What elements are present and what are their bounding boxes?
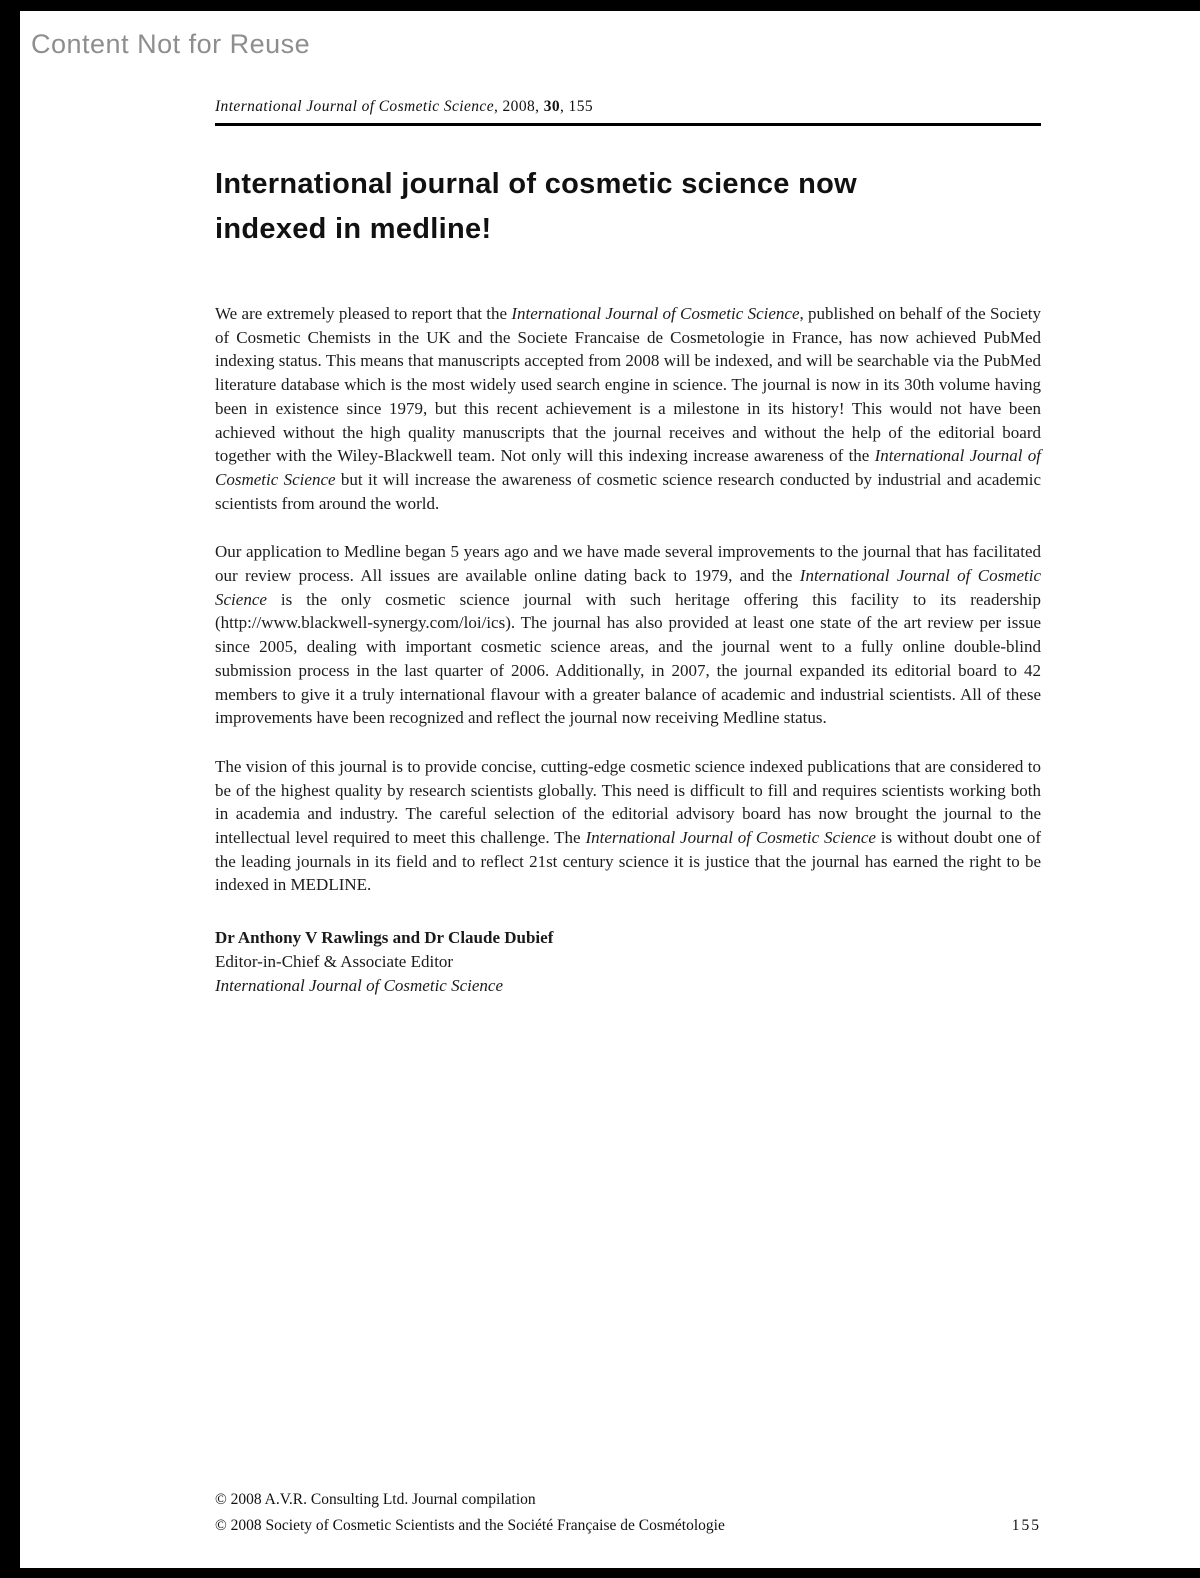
- author-roles: Editor-in-Chief & Associate Editor: [215, 952, 454, 972]
- page-number: 155: [1011, 1517, 1041, 1534]
- paragraph-3: The vision of this journal is to provide concise, cutting-edge cosmetic science indexed publications that are considered to be of the highest quality by research scientists globally. This need is difficult to fill and requires scientists working both in academia and industry. The careful selection of the editorial advisory board has now brought the journal to the intellectual level required to meet this challenge. The International Journal of Cosmetic Science is without doubt one of the leading journals in its field and to reflect 21st century science it is justice that the journal has earned the right to be indexed in MEDLINE.: [215, 756, 1041, 895]
- signature-journal-name: International Journal of Cosmetic Science: [215, 976, 503, 996]
- article-title-line1: International journal of cosmetic science now: [215, 168, 857, 200]
- bottom-black-bar: [0, 1568, 1200, 1578]
- watermark-text: Content Not for Reuse: [31, 29, 311, 59]
- top-black-bar: [0, 0, 1200, 11]
- paragraph-2: Our application to Medline began 5 years ago and we have made several improvements to the journal that has facilitated our review process. All issues are available online dating back to 1979, and the International Journal of Cosmetic Science is the only cosmetic science journal with such heritage offering this facility to its readership (http://www.blackwell-synergy.com/loi/ics). The journal has also provided at least one state of the art review per issue since 2005, dealing with important cosmetic science areas, and the journal went to a fully online double-blind submission process in the last quarter of 2006. Additionally, in 2007, the journal expanded its editorial board to 42 members to give it a truly international flavour with a greater balance of academic and industrial scientists. All of these improvements have been recognized and reflect the journal now receiving Medline status.: [215, 542, 1041, 728]
- author-names: Dr Anthony V Rawlings and Dr Claude Dubief: [215, 928, 554, 948]
- signature-block: [215, 926, 1041, 998]
- article-content: [215, 98, 1041, 998]
- page-footer: [215, 1487, 1041, 1539]
- article-title-line2: indexed in medline!: [215, 213, 492, 245]
- paragraph-1: We are extremely pleased to report that the International Journal of Cosmetic Science, published on behalf of the Society of Cosmetic Chemists in the UK and the Societe Francaise de Cosmetologie in France, has now achieved PubMed indexing status. This means that manuscripts accepted from 2008 will be indexed, and will be searchable via the PubMed literature database which is the most widely used search engine in science. The journal is now in its 30th volume having been in existence since 1979, but this recent achievement is a milestone in its history! This would not have been achieved without the high quality manuscripts that the journal receives and without the help of the editorial board together with the Wiley-Blackwell team. Not only will this indexing increase awareness of the International Journal of Cosmetic Science but it will increase the awareness of cosmetic science research conducted by industrial and academic scientists from around the world.: [215, 304, 1041, 513]
- article-title: [215, 162, 1041, 252]
- copyright-line-2: © 2008 Society of Cosmetic Scientists and the Société Française de Cosmétologie: [215, 1517, 725, 1534]
- journal-citation: International Journal of Cosmetic Science, 2008, 30, 155: [215, 98, 593, 115]
- header-rule: [215, 123, 1041, 126]
- copyright-line-1: © 2008 A.V.R. Consulting Ltd. Journal compilation: [215, 1491, 536, 1508]
- left-black-bar: [0, 0, 20, 1578]
- copyright-block: [215, 1487, 725, 1539]
